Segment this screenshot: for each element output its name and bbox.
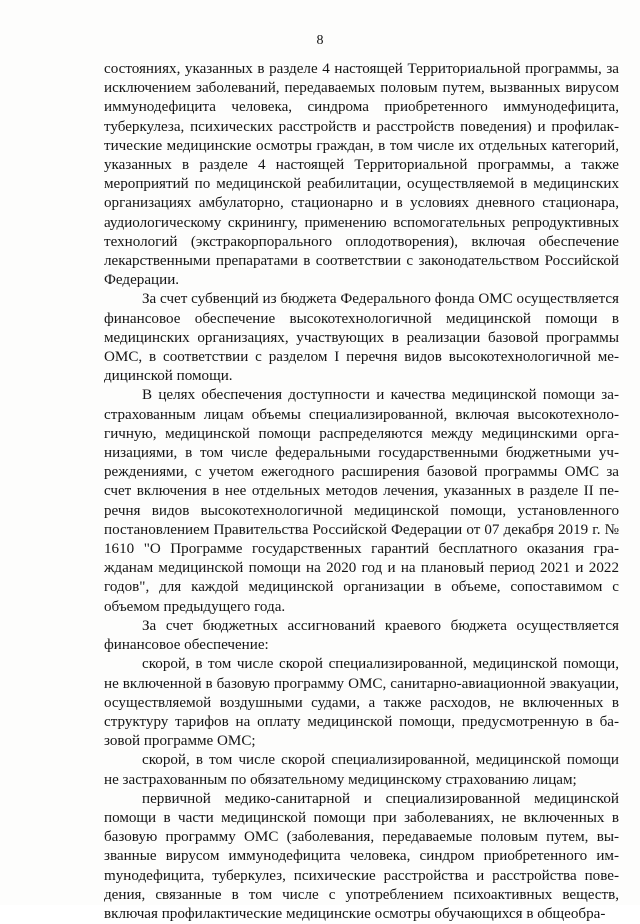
paragraph-1: состояниях, указанных в разделе 4 настоящей Территориальной программы, за исключением заболеваний, передаваемых половым путем, вызванных вирусом иммунодефицита человека, синдрома приобретенного иммунодефицита, туберкулеза, психических расстройств и расстройств поведения) и профилактические медицинские осмотры граждан, в том числе их отдельных категорий, указанных в разделе 4 настоящей Территориальной программы, а также мероприятий по медицинской реабилитации, осуществляемой в медицинских организациях амбулаторно, стационарно и в условиях дневного стационара, аудиологическому скринингу, применению вспомогательных репродуктивных технологий (экстракорпорального оплодотворения), включая обеспечение лекарственными препаратами в соответствии с законодательством Российской Федерации.: [104, 61, 619, 289]
paragraph-7: первичной медико-санитарной и специализированной медицинской помощи в части медицинской помощи при заболеваниях, не включенных в базовую программу ОМС (заболевания, передаваемые половым путем, вызванные вирусом иммунодефицита человека, синдром приобретенного имmунодефицита, туберкулез, психические расстройства и расстройства поведения, связанные в том числе с употреблением психоактивных веществ, включая профилактические медицинские осмотры обучающихся в общеобра-: [104, 790, 619, 922]
paragraph-5: скорой, в том числе скорой специализированной, медицинской помощи, не включенной в базовую программу ОМС, санитарно-авиационной эвакуации, осуществляемой воздушными судами, а также расходов, не включенных в структуру тарифов на оплату медицинской помощи, предусмотренную в базовой программе ОМС;: [104, 656, 619, 750]
paragraph-2: За счет субвенций из бюджета Федерального фонда ОМС осуществляется финансовое обеспечение высокотехнологичной медицинской помощи в медицинских организациях, участвующих в реализации базовой программы ОМС, в соответствии с разделом I перечня видов высокотехнологичной медицинской помощи.: [104, 291, 619, 385]
document-body: [104, 60, 619, 924]
page-number: 8: [316, 33, 324, 48]
paragraph-3: В целях обеспечения доступности и качества медицинской помощи застрахованным лицам объемы специализированной, включая высокотехнологичную, медицинской помощи распределяются между медицинскими организациями, в том числе федеральными государственными бюджетными учреждениями, с учетом ежегодного расширения базовой программы ОМС за счет включения в нее отдельных методов лечения, указанных в разделе II перечня видов высокотехнологичной медицинской помощи, установленного постановлением Правительства Российской Федерации от 07 декабря 2019 г. № 1610 "О Программе государственных гарантий бесплатного оказания гражданам медицинской помощи на 2020 год и на плановый период 2021 и 2022 годов", для каждой медицинской организации в объеме, сопоставимом с объемом предыдущего года.: [104, 387, 619, 615]
paragraph-4: За счет бюджетных ассигнований краевого бюджета осуществляется финансовое обеспечение:: [104, 617, 619, 654]
paragraph-6: скорой, в том числе скорой специализированной, медицинской помощи не застрахованным по обязательному медицинскому страхованию лицам;: [104, 752, 619, 788]
